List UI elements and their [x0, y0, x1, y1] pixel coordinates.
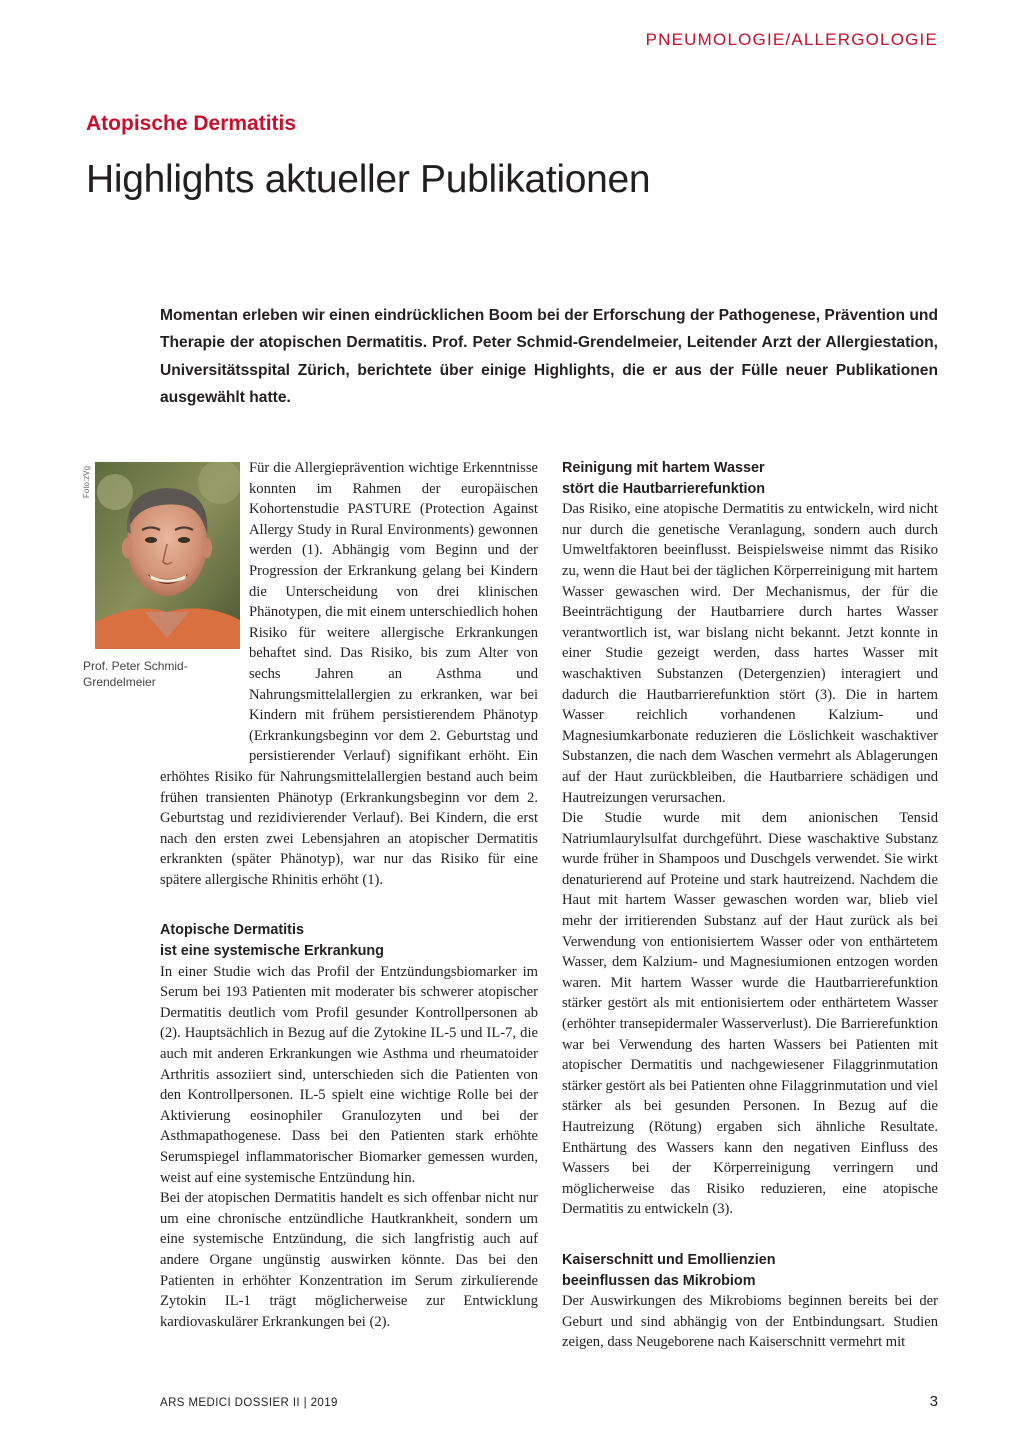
photo-caption: Prof. Peter Schmid-Grendelmeier — [83, 659, 188, 689]
paragraph: Für die Allergieprävention wichtige Erkenntnisse konnten im Rahmen der europäischen Kohortenstudie PASTURE (Protection Against Allergy Study in Rural Environments) gewonnen werden (1). Abhängig vom Beginn und der Progression der Erkrankung gelang bei Kindern die Unterscheidung von drei klinischen Phänotypen, die mit einem unterschiedlich hohen Risiko für weitere allergische Erkrankungen behaftet sind. Das Risiko, bis zum Alter von sechs Jahren an Asthma und Nahrungsmittelallergien zu erkranken, war bei Kindern mit frühem persistierendem Phänotyp (Erkrankungsbeginn vor dem 2. Geburtstag und persistierender Verlauf) signifikant erhöht. Ein erhöhtes Risiko für Nahrungsmittelallergien bestand auch beim frühen transienten Phänotyp (Erkrankungsbeginn vor dem 2. Geburtstag und rezidivierender Verlauf). Bei Kindern, die erst nach den ersten zwei Lebensjahren an atopischer Dermatitis erkrankten (später Phänotyp), war nur das Risiko für eine spätere allergische Rhinitis erhöht (1). — [160, 460, 538, 888]
subheading-line: beeinflussen das Mikrobiom — [562, 1272, 756, 1289]
subheading-line: Reinigung mit hartem Wasser — [562, 460, 765, 476]
photo-credit: Foto:zVg — [82, 465, 91, 498]
paragraph: Das Risiko, eine atopische Dermatitis zu entwickeln, wird nicht nur durch die genetische Veranlagung, sondern auch durch Umweltfaktoren beeinflusst. Beispielsweise nimmt das Risiko zu, wenn die Haut bei der täglichen Körperreinigung mit hartem Wasser gewaschen wird. Der Mechanismus, der für die Beeinträchtigung der Hautbarriere durch hartes Wasser verantwortlich ist, war bislang nicht bekannt. Jetzt konnte in einer Studie gezeigt werden, dass hartes Wasser mit waschaktiven Substanzen (Detergenzien) interagiert und dadurch die Hautbarrierefunktion stört (3). Die in hartem Wasser reichlich vorhandenen Kalzium- und Magnesiumkarbonate reduzieren die Löslichkeit waschaktiver Substanzen, die nach dem Waschen vermehrt als Ablagerungen auf der Haut zurückbleiben, die Hautbarriere schädigen und Hautreizungen verursachen. — [562, 501, 938, 806]
publication-footer: ARS MEDICI DOSSIER II | 2019 — [160, 1397, 338, 1409]
subheading-line: Kaiserschnitt und Emollienzien — [562, 1251, 776, 1268]
subheading-line: Atopische Dermatitis — [160, 922, 304, 939]
article-title: Highlights aktueller Publikationen — [86, 158, 651, 201]
author-photo-block — [84, 458, 236, 748]
subheading — [562, 1250, 938, 1291]
paragraph: Bei der atopischen Dermatitis handelt es sich offenbar nicht nur um eine chronische entzündliche Hautkrankheit, sondern um eine systemische Entzündung, die sich langfristig auch auf andere Organe ungünstig auswirken könnte. Das bei den Patienten in erhöhter Konzentration im Serum zirkulierende Zytokin IL-1 trägt möglicherweise zur Entwicklung kardiovaskulärer Erkrankungen bei (2). — [160, 1190, 538, 1330]
subheading-line: stört die Hautbarrierefunktion — [562, 480, 766, 497]
author-portrait — [95, 462, 240, 649]
subheading — [160, 920, 538, 961]
section-label: PNEUMOLOGIE/ALLERGOLOGIE — [645, 30, 938, 49]
paragraph: In einer Studie wich das Profil der Entzündungsbiomarker im Serum bei 193 Patienten mit moderater bis schwerer atopischer Dermatitis deutlich vom Profil gesunder Kontrollpersonen ab (2). Hauptsächlich in Bezug auf die Zytokine IL-5 und IL-7, die auch mit anderen Erkrankungen wie Asthma und rheumatoider Arthritis assoziiert sind, unterschieden sich die Patienten von den Kontrollpersonen. IL-5 spielt eine wichtige Rolle bei der Aktivierung eosinophiler Granulozyten und bei der Asthmapathogenese. Dass bei den Patienten stark erhöhte Serumspiegel inflammatorischer Biomarker gemessen wurden, weist auf eine systemische Entzündung hin. — [160, 963, 538, 1186]
paragraph: Der Auswirkungen des Mikrobioms beginnen bereits bei der Geburt und sind abhängig von der Entbindungsart. Studien zeigen, dass Neugeborene nach Kaiserschnitt vermehrt mit — [562, 1293, 938, 1351]
page-number: 3 — [929, 1393, 938, 1410]
article-lead: Momentan erleben wir einen eindrücklichen Boom bei der Erforschung der Pathogenese, Prävention und Therapie der atopischen Dermatitis. Prof. Peter Schmid-Grendelmeier, Leitender Arzt der Allergiestation, Universitätsspital Zürich, berichtete über einige Highlights, die er aus der Fülle neuer Publikationen ausgewählt hatte. — [160, 307, 938, 406]
subheading — [562, 458, 938, 499]
right-column — [562, 458, 938, 1353]
subheading-line: ist eine systemische Erkrankung — [160, 943, 384, 960]
left-column — [82, 458, 538, 1332]
article-kicker: Atopische Dermatitis — [86, 112, 297, 135]
paragraph: Die Studie wurde mit dem anionischen Tensid Natriumlaurylsulfat durchgeführt. Diese waschaktive Substanz wurde früher in Shampoos und Duschgels verwendet. Sie wirkt denaturierend auf Proteine und stark hautreizend. Nachdem die Haut mit hartem Wasser gewaschen worden war, blieb viel mehr der irritierenden Substanz auf der Haut zurück als bei Verwendung von entionisiertem Wasser oder von enthärtetem Wasser, dem Kalzium- und Magnesiumionen entzogen worden waren. Mit hartem Wasser wurde die Hautbarrierefunktion stärker gestört als mit entionisiertem oder enthärtetem Wasser (erhöhter transepidermaler Wasserverlust). Die Barrierefunktion war bei Verwendung des harten Wassers bei Patienten mit atopischer Dermatitis und nachgewiesener Filaggrinmutation stärker gestört als bei Patienten ohne Filaggrinmutation und viel stärker als bei gesunden Personen. In Bezug auf die Hautreizung (Rötung) ergaben sich ähnliche Resultate. Enthärtung des Wassers kann den negativen Einfluss des Wassers bei der Körperreinigung verringern und möglicherweise das Risiko reduzieren, eine atopische Dermatitis zu entwickeln (3). — [562, 810, 938, 1218]
